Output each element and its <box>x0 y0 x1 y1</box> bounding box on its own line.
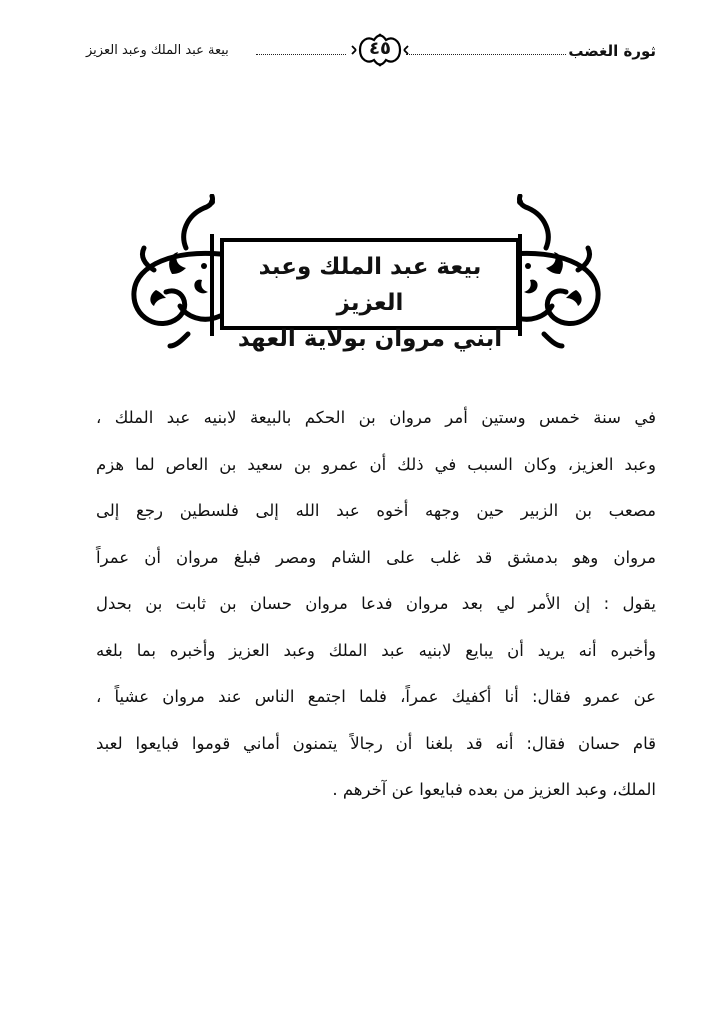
chapter-title-line-1: بيعة عبد الملك وعبد العزيز <box>258 254 482 316</box>
body-line: وعبد العزيز، وكان السبب في ذلك أن عمرو بن سعيد بن العاص لما هزم <box>96 454 656 474</box>
book-title: ثورة الغضب <box>568 42 656 60</box>
header-chapter-title: بيعة عبد الملك وعبد العزيز <box>86 43 229 58</box>
body-line: الملك، وعبد العزيز من بعده فبايعوا عن آخرهم . <box>332 780 656 799</box>
chapter-title-line-2: ابني مروان بولاية العهد <box>237 326 503 352</box>
body-line: في سنة خمس وستين أمر مروان بن الحكم بالبيعة لابنيه عبد الملك ، <box>96 408 656 427</box>
running-header <box>86 30 656 70</box>
body-line: قام حسان فقال: أنه قد بلغنا أن رجالاً يتمنون أماني قوموا فبايعوا لعبد <box>96 733 656 753</box>
dot-leader-left <box>256 54 346 55</box>
chapter-heading-ornament <box>116 194 616 354</box>
body-line: وأخبره أنه يريد أن يبايع لابنيه عبد الملك وعبد العزيز وأخبره بما بلغه <box>96 640 656 660</box>
body-line: مروان وهو بدمشق قد غلب على الشام ومصر فبلغ مروان أن عمراً <box>96 547 656 567</box>
page-number: ٤٥ <box>369 38 391 59</box>
body-line: عن عمرو فقال: أنا أكفيك عمراً، فلما اجتمع الناس عند مروان عشياً ، <box>96 687 656 706</box>
dot-leader-right <box>406 54 566 55</box>
page-number-badge <box>350 30 410 70</box>
chapter-title-frame <box>220 238 520 352</box>
body-line: يقول : إن الأمر لي بعد مروان فدعا مروان حسان بن ثابت بن بحدل <box>96 594 656 613</box>
body-line: مصعب بن الزبير حين وجهه أخوه عبد الله إلى فلسطين رجع إلى <box>96 501 656 520</box>
body-paragraph <box>96 395 656 814</box>
